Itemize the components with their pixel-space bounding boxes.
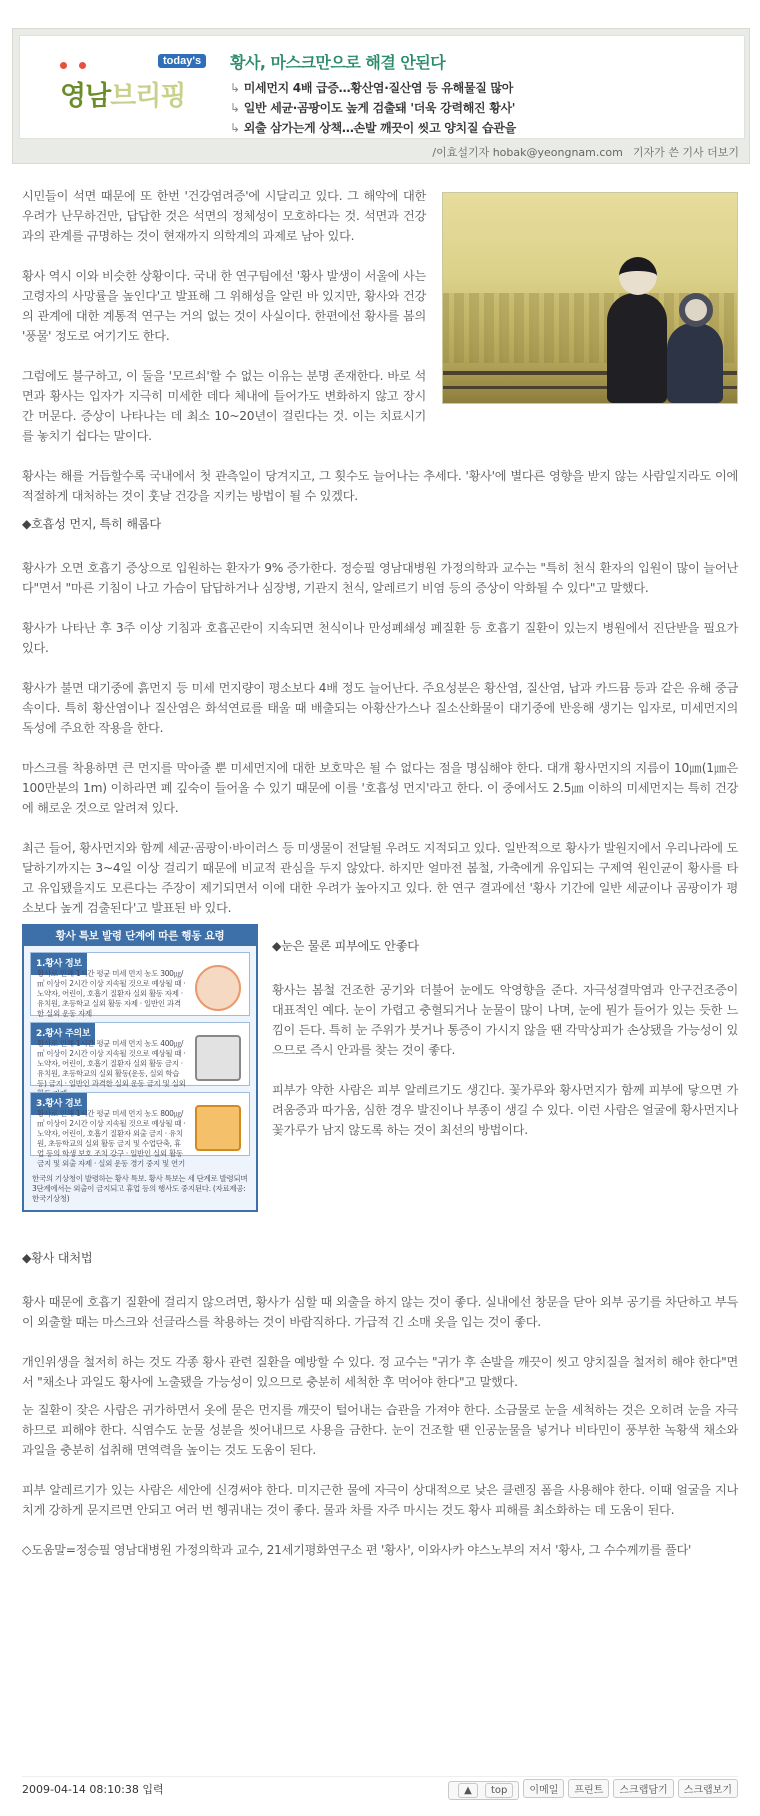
article-body bbox=[22, 186, 738, 1580]
email-button[interactable]: 이메일 bbox=[523, 1779, 564, 1798]
article-tools bbox=[444, 1779, 738, 1800]
dust-alert-infobox bbox=[22, 924, 258, 1212]
help-credits: ◇도움말=정승필 영남대병원 가정의학과 교수, 21세기평화연구소 편 '황사', 이와사카 야스노부의 저서 '황사, 그 수수께끼를 풀다' bbox=[22, 1543, 692, 1557]
reporter-email[interactable]: /이효설기자 hobak@yeongnam.com bbox=[432, 146, 623, 159]
paragraph: 황사 때문에 호흡기 질환에 걸리지 않으려면, 황사가 심할 때 외출을 하지 않는 것이 좋다. 실내에선 창문을 닫아 외부 공기를 차단하고 부득이 외출할 때는 마스크와 선글라스를 착용하는 것이 바람직하다. 가급적 긴 소매 옷을 입는 것이 좋다. bbox=[22, 1295, 738, 1329]
no-outdoor-icon bbox=[195, 1035, 241, 1081]
yellow-dust-photo bbox=[442, 192, 738, 404]
paragraph: 개인위생을 철저히 하는 것도 각종 황사 관련 질환을 예방할 수 있다. 정 교수는 "귀가 후 손발을 깨끗이 씻고 양치질을 철저히 해야 한다"면서 "채소나 과일도 황사에 노출됐을 가능성이 있으므로 충분히 세척한 후 먹어야 한다"고 말했다. bbox=[22, 1355, 738, 1389]
top-button[interactable]: ▲ top bbox=[448, 1781, 519, 1800]
paragraph: 황사가 오면 호흡기 증상으로 입원하는 환자가 9% 증가한다. 정승필 영남대병원 가정의학과 교수는 "특히 천식 환자의 입원이 많이 늘어난다"면서 "마른 기침이 나고 가슴이 답답하거나 심장병, 기관지 천식, 알레르기 비염 등의 증상이 악화될 수 있다"고 말했다. bbox=[22, 561, 738, 595]
masked-face bbox=[679, 293, 713, 327]
stage-text: 황사로 인해 1시간 평균 미세 먼지 농도 800㎍/㎥ 이상이 2시간 이상 지속될 것으로 예상될 때 · 노약자, 어린이, 호흡기 질환자 외출 금지 · 유치원, 초등학교의 실외 활동 금지 및 수업단축, 휴업 등의 학생 보호 조치 강구 · 일반인 실외 활동 금지 및 외출 자제 · 실외 운동 경기 중지 및 연기 bbox=[37, 1109, 186, 1168]
person-silhouette bbox=[607, 293, 667, 403]
stage-label: 2.황사 주의보 bbox=[31, 1023, 95, 1045]
paragraph: 시민들이 석면 때문에 또 한번 '건강염려증'에 시달리고 있다. 그 해악에 대한 우려가 난무하건만, 답답한 것은 석면의 정체성이 모호하다는 것. 석면과 건강과의 관계를 규명하는 것이 현재까지 의학계의 과제로 남아 있다. bbox=[22, 189, 426, 243]
print-button[interactable]: 프린트 bbox=[568, 1779, 609, 1798]
paragraph: 황사 역시 이와 비슷한 상황이다. 국내 한 연구팀에선 '황사 발생이 서울에 사는 고령자의 사망률을 높인다'고 발표해 그 위해성을 알린 바 있지만, 황사와 건강의 관계에 대한 계통적 연구는 거의 없는 것이 사실이다. 한편에선 황사를 봄의 '풍물' 정도로 여기기도 한다. bbox=[22, 269, 426, 343]
paragraph: 황사는 봄철 건조한 공기와 더불어 눈에도 악영향을 준다. 자극성결막염과 안구건조증이 대표적인 예다. 눈이 가렵고 충혈되거나 눈물이 많이 나며, 눈에 뭔가 들어가 있는 듯한 느낌이 든다. 특히 눈 주위가 붓거나 통증이 가시지 않을 땐 각막상피가 손상됐을 가능성이 있으므로 즉시 안과를 찾는 것이 좋다. bbox=[272, 983, 738, 1057]
stage-text: 황사로 인해 1시간 평균 미세 먼지 농도 400㎍/㎥ 이상이 2시간 이상 지속될 것으로 예상될 때 · 노약자, 어린이, 호흡기 질환자 실외 활동 금지 · 유치원, 초등학교의 실외 활동(운동, 실외 학습 등) 금지 · 일반인 과격한 실외 운동 금지 및 실외 bbox=[37, 1039, 186, 1088]
scrap-view-button[interactable]: 스크랩보기 bbox=[678, 1779, 738, 1798]
logo-word: 영남브리핑 bbox=[60, 81, 186, 112]
publish-date: 2009-04-14 08:10:38 입력 bbox=[22, 1783, 164, 1796]
alert-stage bbox=[30, 952, 250, 1016]
infobox-footnote: 한국의 기상청이 발령하는 황사 특보. 황사 특보는 세 단계로 발령되며 3단계에서는 외출이 금지되고 휴업 등의 행사도 중지된다. (자료제공: 한국기상청) bbox=[32, 1174, 248, 1203]
caret-up-icon: ▲ bbox=[458, 1783, 478, 1798]
section-heading: ◆황사 대처법 bbox=[22, 1251, 93, 1265]
paragraph: 피부 알레르기가 있는 사람은 세안에 신경써야 한다. 미지근한 물에 자극이 상대적으로 낮은 클렌징 폼을 사용해야 한다. 이때 얼굴을 지나치게 강하게 문지르면 안되고 여러 번 헹궈내는 것이 좋다. 물과 차를 자주 마시는 것도 황사 피해를 최소화하는 데 도움이 된다. bbox=[22, 1483, 738, 1517]
paragraph: 황사가 불면 대기중에 흙먼지 등 미세 먼지량이 평소보다 4배 정도 늘어난다. 주요성분은 황산염, 질산염, 납과 카드뮴 등과 같은 유해 중금속이다. 특히 황산염이나 질산염은 화석연료를 태울 때 배출되는 아황산가스나 질소산화물이 대기중에 반응해 생기는 입자로, 미세먼지의 독성에 주요한 작용을 한다. bbox=[22, 681, 738, 735]
paragraph: 피부가 약한 사람은 피부 알레르기도 생긴다. 꽃가루와 황사먼지가 함께 피부에 닿으면 가려움증과 따가움, 심한 경우 발진이나 부종이 생길 수 있다. 이런 사람은 얼굴에 황사먼지나 꽃가루가 남지 않도록 하는 것이 최선의 방법이다. bbox=[272, 1083, 738, 1137]
scrap-add-button[interactable]: 스크랩담기 bbox=[613, 1779, 673, 1798]
related-link[interactable]: ↳ 미세먼지 4배 급증…황산염·질산염 등 유해물질 많아 bbox=[230, 81, 514, 95]
paragraph: 눈 질환이 잦은 사람은 귀가하면서 옷에 묻은 먼지를 깨끗이 털어내는 습관을 가져야 한다. 소금물로 눈을 세척하는 것은 오히려 눈을 자극하므로 피해야 한다. 식염수도 눈물 성분을 씻어내므로 사용을 금한다. 눈이 건조할 땐 인공눈물을 넣거나 비타민이 풍부한 녹황색 채소와 과일을 충분히 섭취해 면역력을 높이는 것도 도움이 된다. bbox=[22, 1403, 738, 1457]
alert-stage bbox=[30, 1022, 250, 1086]
person-silhouette bbox=[667, 323, 723, 403]
stay-home-icon bbox=[195, 1105, 241, 1151]
briefing-logo bbox=[30, 44, 220, 136]
arrow-icon: ↳ bbox=[230, 81, 240, 95]
masked-person-icon bbox=[195, 965, 241, 1011]
article-footer bbox=[22, 1776, 738, 1798]
section-heading: ◆호흡성 먼지, 특히 해롭다 bbox=[22, 517, 161, 531]
logo-badge: today's bbox=[158, 54, 206, 68]
arrow-icon: ↳ bbox=[230, 101, 240, 115]
section-heading: ◆눈은 물론 피부에도 안좋다 bbox=[272, 939, 419, 953]
paragraph: 마스크를 착용하면 큰 먼지를 막아줄 뿐 미세먼지에 대한 보호막은 될 수 없다는 점을 명심해야 한다. 대개 황사먼지의 지름이 10㎛(1㎛은 100만분의 1m) 이하라면 폐 깊숙이 들어올 수 있기 때문에 이를 '호흡성 먼지'라고 한다. 이 중에서도 2.5㎛ 이하의 미세먼지는 특히 건강에 해로운 것으로 알려져 있다. bbox=[22, 761, 738, 815]
byline bbox=[432, 144, 739, 160]
stage-label: 3.황사 경보 bbox=[31, 1093, 87, 1115]
alert-stage bbox=[30, 1092, 250, 1168]
masked-face bbox=[619, 257, 657, 295]
article-header bbox=[12, 28, 750, 164]
arrow-icon: ↳ bbox=[230, 121, 240, 135]
related-link[interactable]: ↳ 일반 세균·곰팡이도 높게 검출돼 '더욱 강력해진 황사' bbox=[230, 101, 516, 115]
related-link[interactable]: ↳ 외출 삼가는게 상책…손발 깨끗이 씻고 양치질 습관을 bbox=[230, 121, 516, 135]
paragraph: 황사가 나타난 후 3주 이상 기침과 호흡곤란이 지속되면 천식이나 만성폐쇄성 폐질환 등 호흡기 질환이 있는지 병원에서 진단받을 필요가 있다. bbox=[22, 621, 738, 655]
stage-label: 1.황사 정보 bbox=[31, 953, 87, 975]
infobox-title: 황사 특보 발령 단계에 따른 행동 요령 bbox=[24, 926, 256, 946]
more-articles-link[interactable]: 기자가 쓴 기사 더보기 bbox=[632, 146, 739, 159]
logo-dots-icon bbox=[60, 58, 98, 72]
page-title: 황사, 마스크만으로 해결 안된다 bbox=[230, 53, 446, 72]
stage-text: 황사로 인해 1시간 평균 미세 먼지 농도 300㎍/㎥ 이상이 2시간 이상 지속될 것으로 예상될 때 · 노약자, 어린이, 호흡기 질환자 실외 활동 자제 · 유치원, 초등학교 실외 활동 자제 · 일반인 과격한 실외 운동 자제 bbox=[37, 969, 186, 1018]
paragraph: 그럼에도 불구하고, 이 둘을 '모르쇠'할 수 없는 이유는 분명 존재한다. 바로 석면과 황사는 입자가 지극히 미세한 데다 체내에 들어가도 변화하지 않고 장시간 머문다. 증상이 나타나는 데 최소 10~20년이 걸린다는 것. 이는 치료시기를 놓치기 쉽다는 말이다. bbox=[22, 369, 426, 443]
related-links bbox=[230, 78, 516, 138]
paragraph: 황사는 해를 거듭할수록 국내에서 첫 관측일이 당겨지고, 그 횟수도 늘어나는 추세다. '황사'에 별다른 영향을 받지 않는 사람일지라도 이에 적절하게 대처하는 것이 훗날 건강을 지키는 방법이 될 수 있겠다. bbox=[22, 469, 738, 503]
paragraph: 최근 들어, 황사먼지와 함께 세균·곰팡이·바이러스 등 미생물이 전달될 우려도 지적되고 있다. 일반적으로 황사가 발원지에서 우리나라에 도달하기까지는 3~4일 이상 걸리기 때문에 비교적 관심을 두지 않았다. 하지만 얼마전 봄철, 가축에게 유입되는 구제역 원인균이 황사를 타고 유입됐을지도 모른다는 주장이 제기되면서 이에 대한 우려가 높아지고 있다. 한 연구 결과에선 '황사 기간에 일반 세균이나 곰팡이가 평소보다 높게 검출된다'고 발표된 바 있다. bbox=[22, 841, 738, 915]
header-inner bbox=[19, 35, 745, 139]
